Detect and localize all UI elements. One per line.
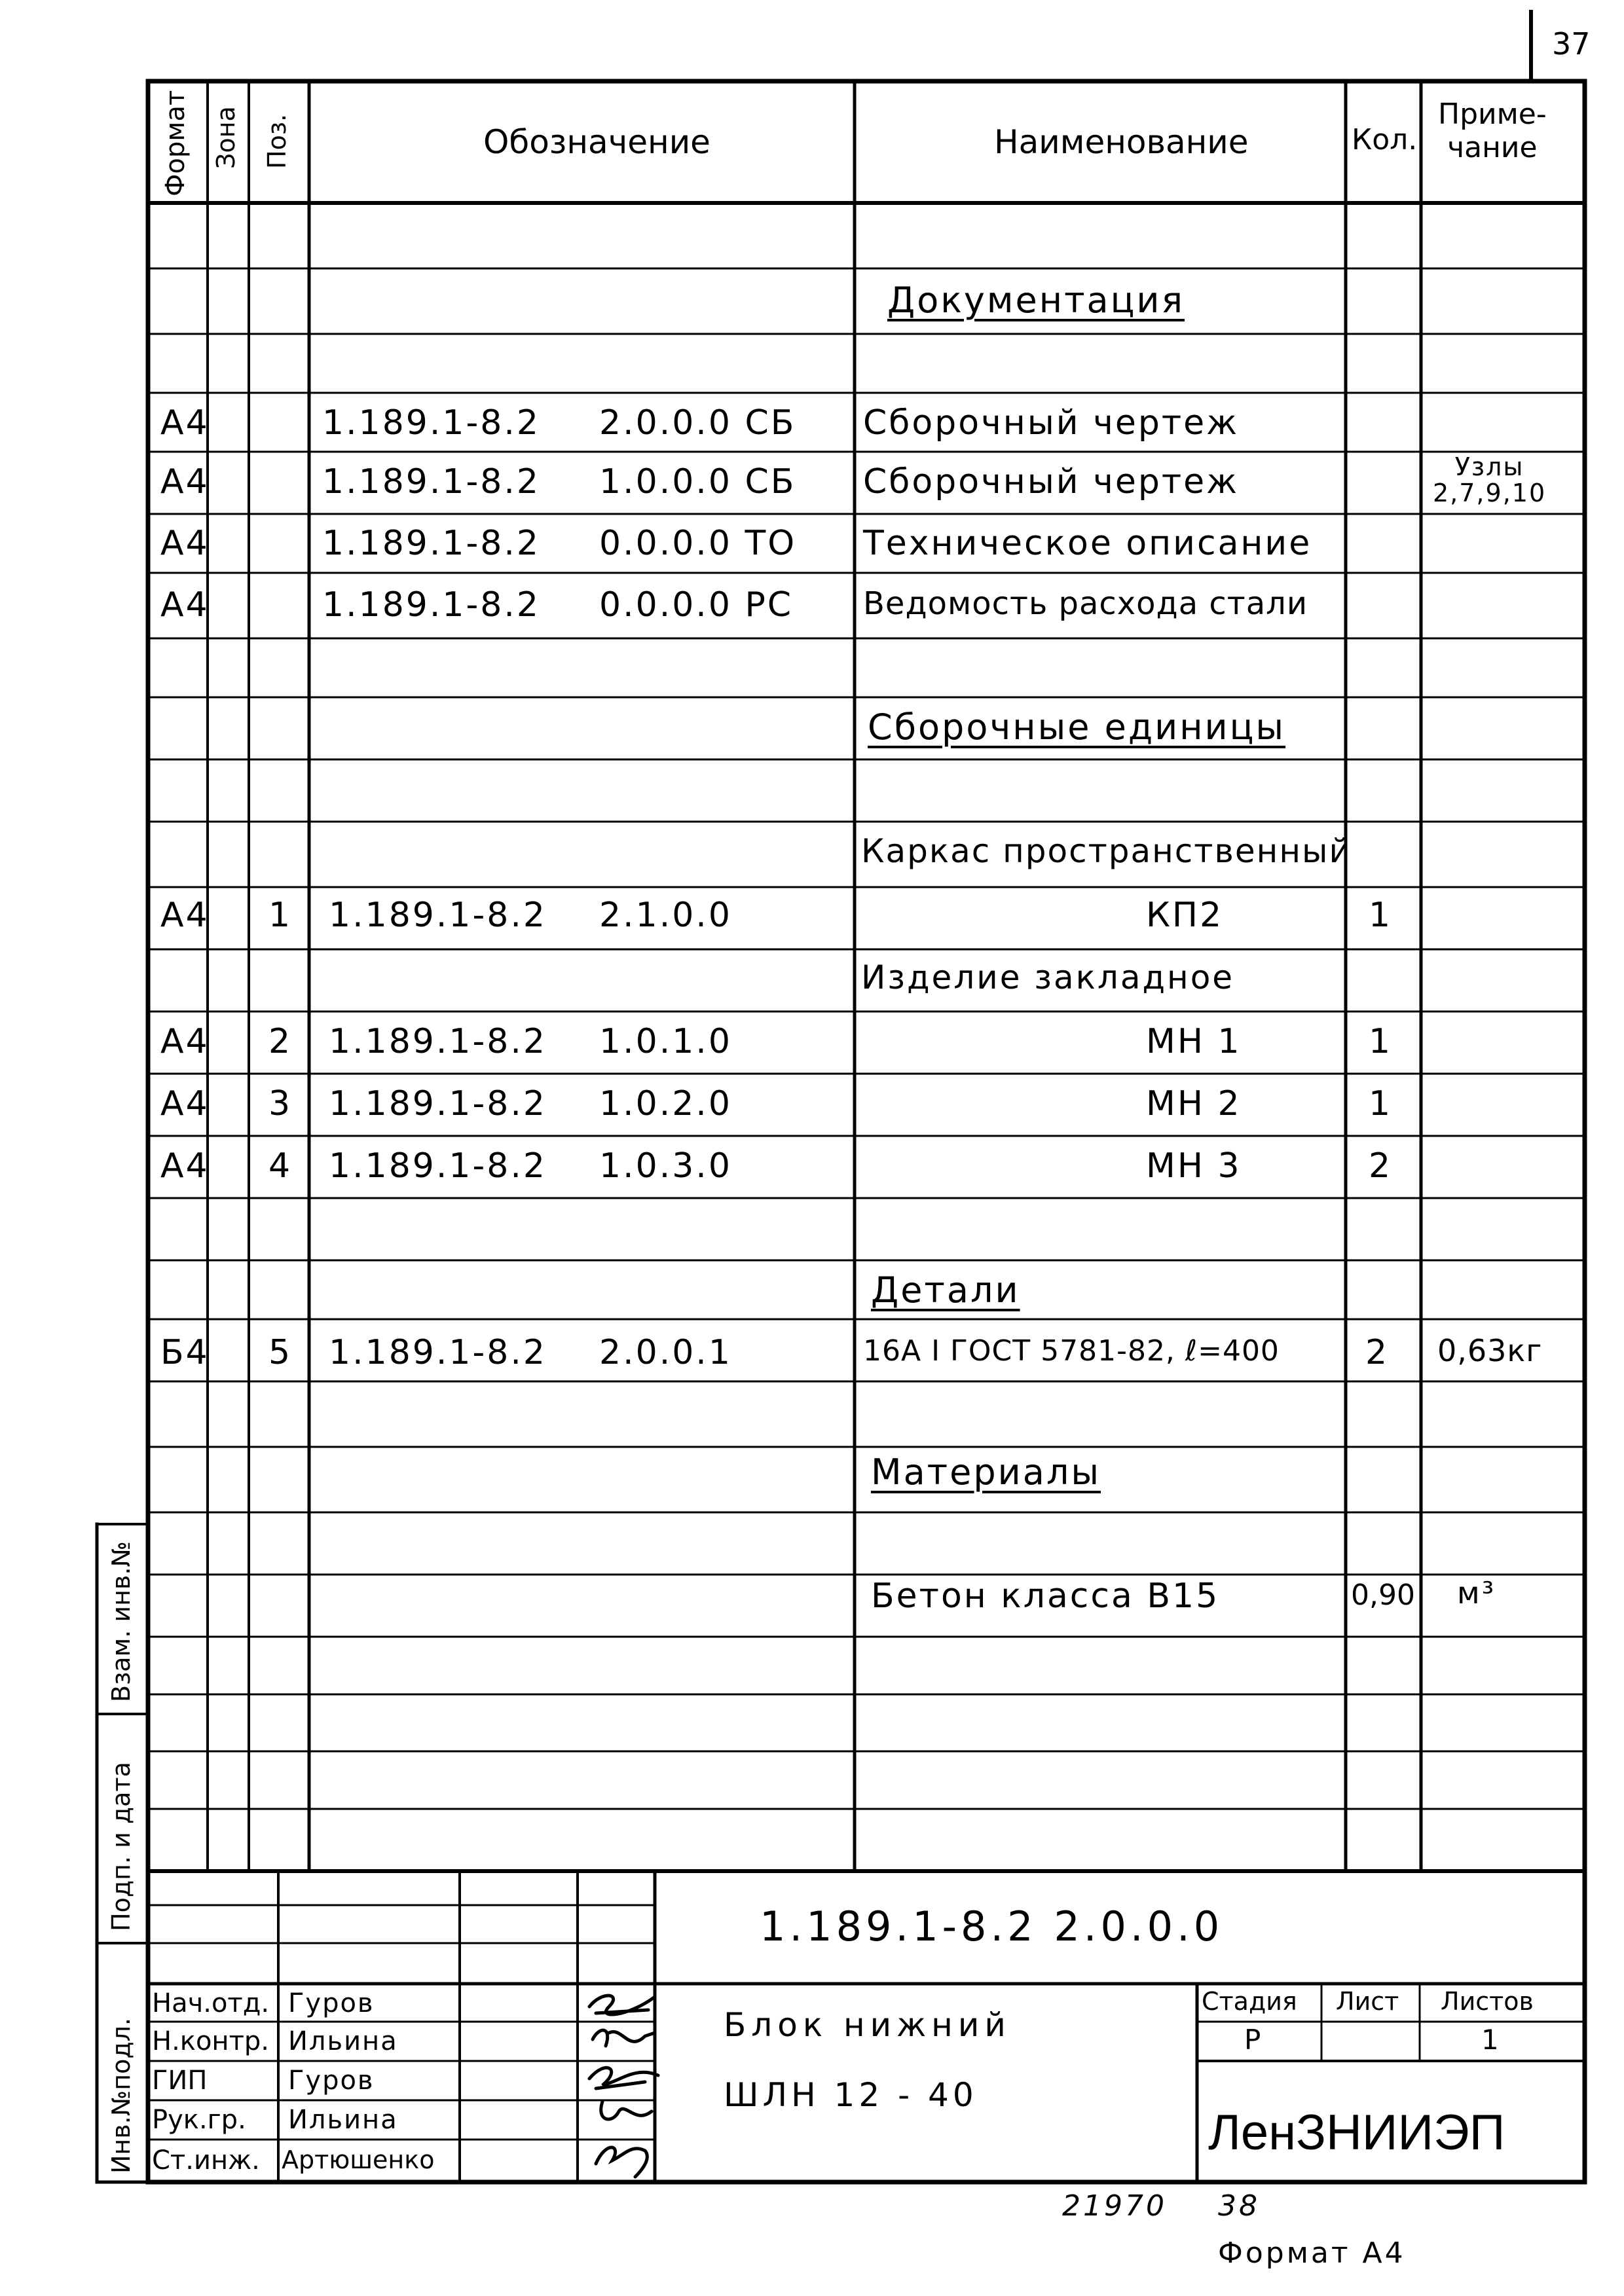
title-block-code: 1.189.1-8.2 2.0.0.0 [760, 1903, 1224, 1950]
row-name: 16А I ГОСТ 5781-82, ℓ=400 [863, 1334, 1280, 1368]
row-name: КП2 [1146, 896, 1224, 935]
row-qty: 1 [1369, 1084, 1393, 1123]
row-designation: 1.189.1-8.2 [329, 1146, 547, 1186]
row-designation: 1.189.1-8.2 [322, 403, 540, 443]
row-format: А4 [160, 896, 210, 935]
header-format: Формат [160, 90, 191, 196]
role-person: Артюшенко [282, 2145, 435, 2174]
sheet-number: 37 [1552, 26, 1591, 62]
row-qty: 2 [1369, 1146, 1393, 1186]
row-name: МН 3 [1146, 1146, 1242, 1186]
row-designation: 1.189.1-8.2 [322, 462, 540, 501]
row-pos: 2 [268, 1022, 293, 1061]
role-label: Рук.гр. [152, 2105, 246, 2135]
section-materials: Материалы [871, 1451, 1101, 1493]
header-zone: Зона [212, 106, 240, 169]
row-qty: 2 [1365, 1333, 1390, 1372]
row-code: 1.0.0.0 СБ [599, 462, 796, 501]
row-format: А4 [160, 585, 210, 625]
row-designation: 1.189.1-8.2 [329, 1333, 547, 1372]
side-label-orig-inv: Инв.№подл. [107, 2017, 136, 2174]
title-line-1: Блок нижний [724, 2006, 1011, 2044]
row-name: Техническое описание [863, 524, 1312, 563]
role-person: Ильина [288, 2026, 398, 2056]
title-line-2: ШЛН 12 - 40 [724, 2076, 978, 2114]
row-designation: 1.189.1-8.2 [322, 585, 540, 625]
row-qty: 1 [1369, 1022, 1393, 1061]
header-designation: Обозначение [483, 123, 710, 161]
group-frame: Каркас пространственный [861, 832, 1352, 870]
row-code: 2.1.0.0 [599, 896, 732, 935]
header-qty: Кол. [1352, 123, 1418, 156]
row-format: А4 [160, 462, 210, 501]
group-embedded: Изделие закладное [861, 958, 1235, 996]
inventory-number: 21970 [1062, 2189, 1167, 2223]
row-name: Сборочный чертеж [863, 403, 1239, 443]
side-label-sign-date: Подп. и дата [107, 1762, 136, 1931]
row-name: МН 2 [1146, 1084, 1242, 1123]
row-qty: 0,90 [1351, 1578, 1415, 1612]
role-label: Нач.отд. [152, 1988, 270, 2018]
role-label: Н.контр. [152, 2026, 269, 2056]
row-code: 1.0.3.0 [599, 1146, 732, 1186]
handwritten-signatures [583, 1987, 668, 2183]
organization-name: ЛенЗНИИЭП [1208, 2105, 1505, 2160]
row-code: 2.0.0.0 СБ [599, 403, 796, 443]
row-note: м³ [1457, 1575, 1496, 1611]
row-name: Бетон класса В15 [871, 1576, 1220, 1616]
row-format: А4 [160, 524, 210, 563]
row-pos: 4 [268, 1146, 293, 1186]
row-pos: 1 [268, 896, 293, 935]
row-qty: 1 [1369, 896, 1393, 935]
row-note: 0,63кг [1437, 1333, 1543, 1368]
role-label: Ст.инж. [152, 2145, 260, 2176]
header-name: Наименование [994, 123, 1249, 161]
row-code: 1.0.1.0 [599, 1022, 732, 1061]
row-code: 0.0.0.0 ТО [599, 524, 797, 563]
row-format: А4 [160, 403, 210, 443]
row-pos: 3 [268, 1084, 293, 1123]
row-format: А4 [160, 1084, 210, 1123]
section-documentation: Документация [887, 280, 1185, 321]
row-code: 1.0.2.0 [599, 1084, 732, 1123]
sheet-label: Лист [1336, 1987, 1399, 2016]
format-label: Формат А4 [1218, 2236, 1406, 2270]
row-code: 2.0.0.1 [599, 1333, 732, 1372]
header-note: Приме- чание [1438, 98, 1547, 164]
sheets-label: Листов [1441, 1987, 1534, 2016]
row-pos: 5 [268, 1333, 293, 1372]
role-person: Гуров [288, 1988, 375, 2018]
row-designation: 1.189.1-8.2 [329, 1022, 547, 1061]
section-assembly-units: Сборочные единицы [868, 706, 1286, 748]
sheets-value: 1 [1481, 2024, 1499, 2056]
section-details: Детали [871, 1269, 1020, 1311]
row-code: 0.0.0.0 РС [599, 585, 794, 625]
row-note: Узлы 2,7,9,10 [1433, 452, 1547, 507]
row-designation: 1.189.1-8.2 [329, 896, 547, 935]
row-designation: 1.189.1-8.2 [329, 1084, 547, 1123]
row-designation: 1.189.1-8.2 [322, 524, 540, 563]
row-name: Ведомость расхода стали [863, 585, 1308, 622]
role-label: ГИП [152, 2066, 208, 2096]
role-person: Гуров [288, 2066, 375, 2096]
stage-value: Р [1244, 2024, 1261, 2056]
row-format: А4 [160, 1022, 210, 1061]
row-name: МН 1 [1146, 1022, 1242, 1061]
page-reference: 38 [1218, 2189, 1260, 2223]
stage-label: Стадия [1202, 1987, 1297, 2016]
role-person: Ильина [288, 2105, 398, 2135]
row-name: Сборочный чертеж [863, 462, 1239, 501]
side-label-replace-inv: Взам. инв.№ [107, 1541, 136, 1702]
header-pos: Поз. [263, 113, 291, 169]
row-format: А4 [160, 1146, 210, 1186]
row-format: Б4 [160, 1333, 210, 1372]
